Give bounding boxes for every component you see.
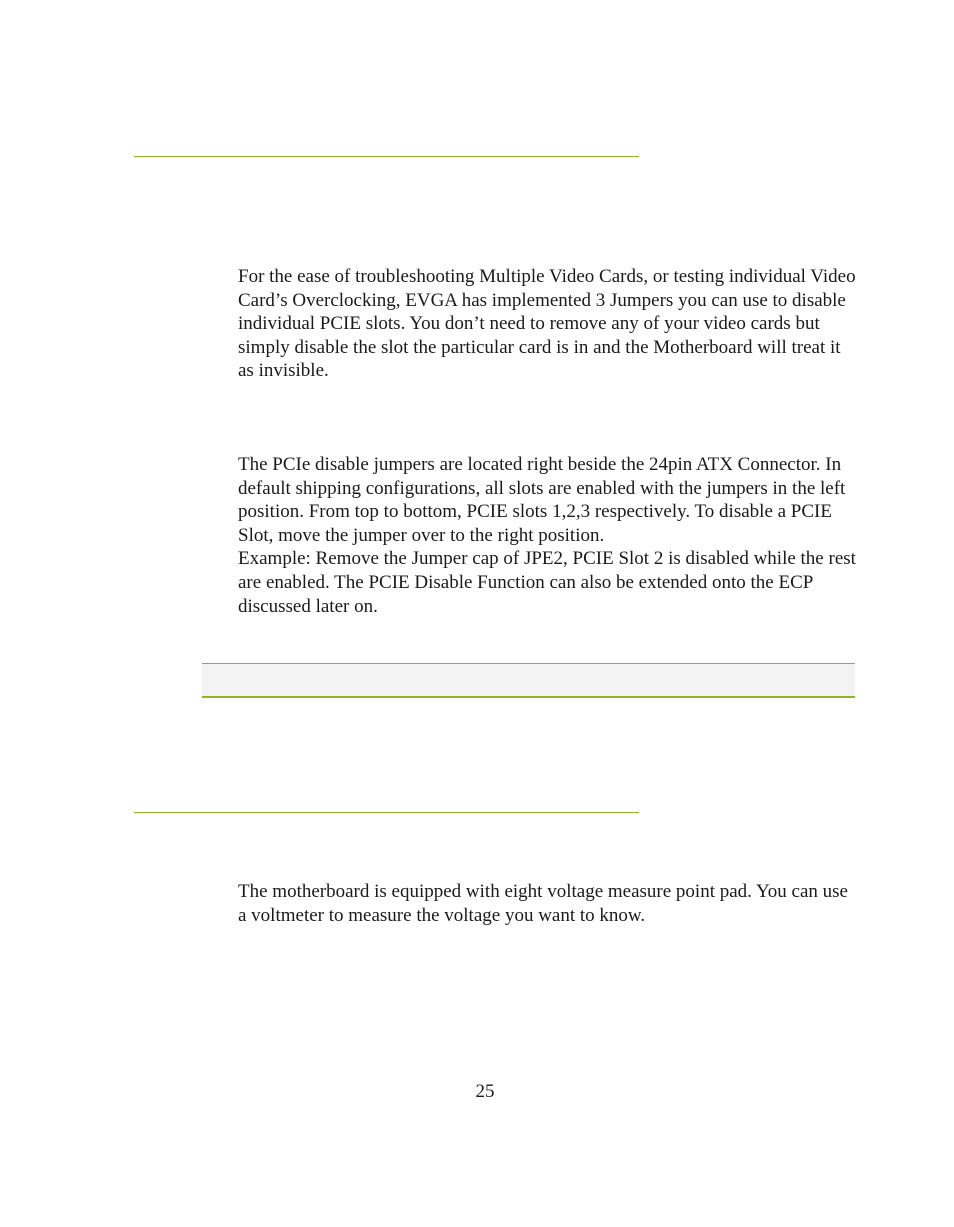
page-number: 25 (475, 1081, 495, 1102)
section-divider-voltage (134, 812, 639, 813)
pcie-location-block (238, 453, 858, 618)
note-box (202, 663, 855, 698)
pcie-location-paragraph: The PCIe disable jumpers are located right beside the 24pin ATX Connector. In default shipping configurations, all slots are enabled with the jumpers in the left position. From top to bottom, PCIE slots 1,2,3 respectively. To disable a PCIE Slot, move the jumper over to the right position. (238, 454, 846, 546)
pcie-example-paragraph: Example: Remove the Jumper cap of JPE2, PCIE Slot 2 is disabled while the rest are enabled. The PCIE Disable Function can also be extended onto the ECP discussed later on. (238, 548, 856, 617)
pcie-intro-paragraph: For the ease of troubleshooting Multiple Video Cards, or testing individual Video Card’s Overclocking, EVGA has implemented 3 Jumpers you can use to disable individual PCIE slots. You don’t need to remove any of your video cards but simply disable the slot the particular card is in and the Motherboard will treat it as invisible. (238, 266, 856, 382)
section-divider-pcie (134, 156, 639, 157)
voltage-measure-paragraph: The motherboard is equipped with eight voltage measure point pad. You can use a voltmeter to measure the voltage you want to know. (238, 881, 848, 926)
